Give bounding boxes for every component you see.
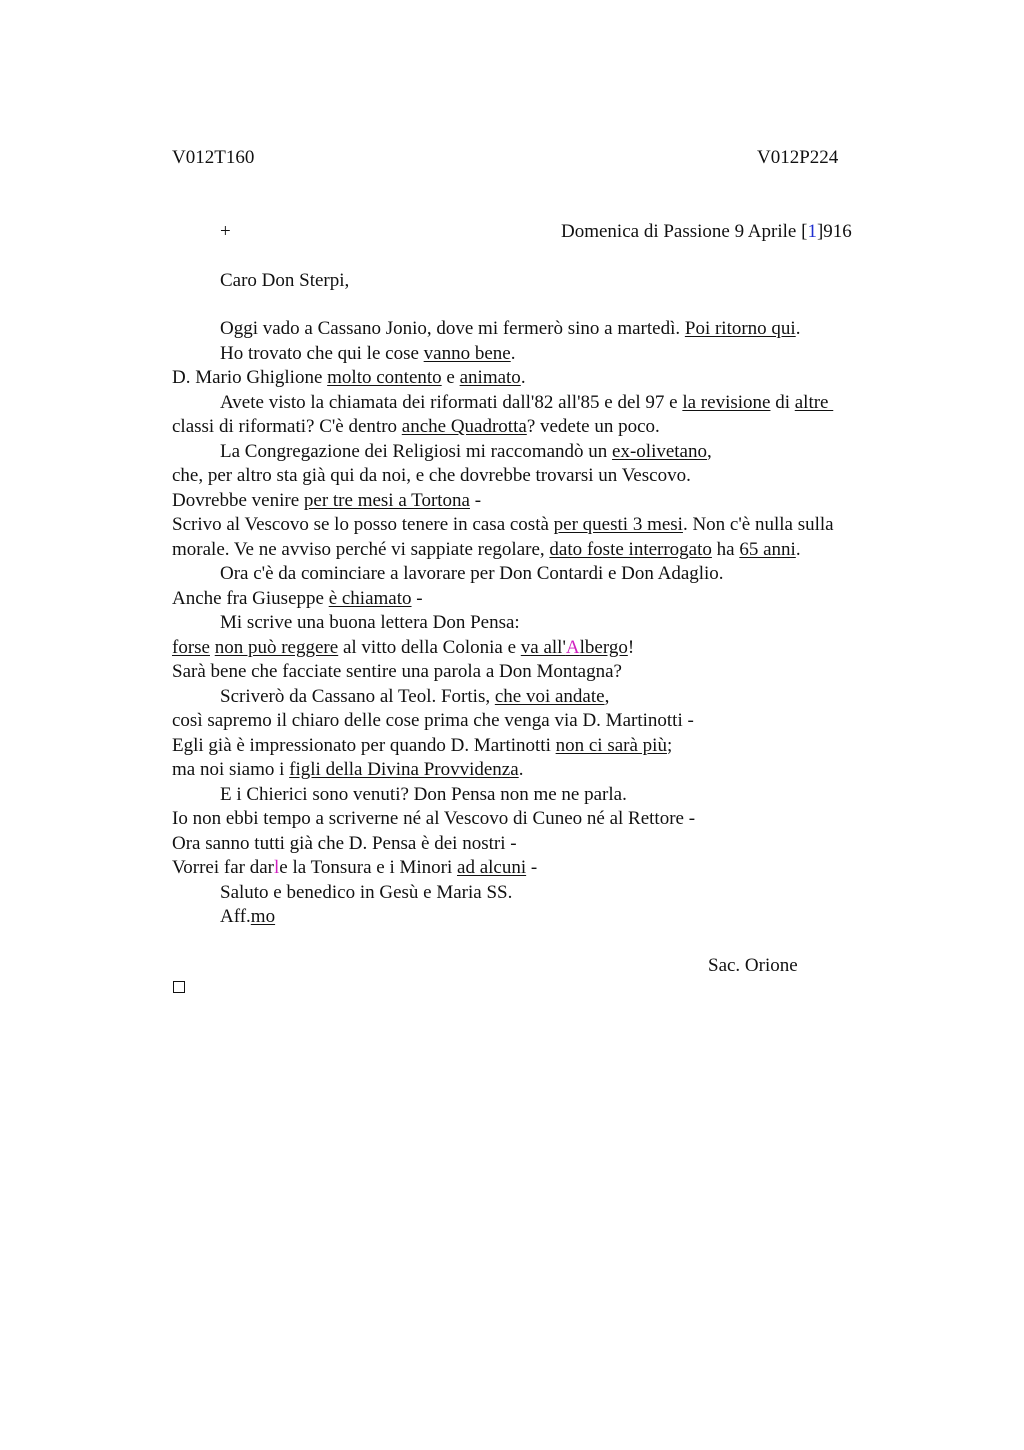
text-line-11: Ora c'è da cominciare a lavorare per Don Contardi e Don Adaglio. <box>220 563 724 584</box>
letter-date: Domenica di Passione 9 Aprile [1]916 <box>561 221 852 242</box>
page-code-right: V012P224 <box>757 147 839 168</box>
text-line-17: così sapremo il chiaro delle cose prima che venga via D. Martinotti - <box>172 710 694 731</box>
cross-symbol: + <box>220 221 231 242</box>
end-of-document-box-icon <box>173 981 185 993</box>
text-line-20: E i Chierici sono venuti? Don Pensa non me ne parla. <box>220 784 627 805</box>
text-line-25: Aff.mo <box>220 906 276 927</box>
text-line-15: Sarà bene che facciate sentire una parola a Don Montagna? <box>172 661 622 682</box>
salutation: Caro Don Sterpi, <box>220 270 350 291</box>
text-line-23: Vorrei far darle la Tonsura e i Minori ad alcuni - <box>172 857 538 878</box>
text-line-5: classi di riformati? C'è dentro anche Quadrotta? vedete un poco. <box>172 416 660 437</box>
text-line-22: Ora sanno tutti già che D. Pensa è dei nostri - <box>172 833 517 854</box>
page-code-left: V012T160 <box>172 147 255 168</box>
signature: Sac. Orione <box>708 955 798 976</box>
text-line-6: La Congregazione dei Religiosi mi raccomandò un ex-olivetano, <box>220 441 712 462</box>
text-line-7: che, per altro sta già qui da noi, e che dovrebbe trovarsi un Vescovo. <box>172 465 691 486</box>
text-line-16: Scriverò da Cassano al Teol. Fortis, che voi andate, <box>220 686 610 707</box>
text-line-21: Io non ebbi tempo a scriverne né al Vescovo di Cuneo né al Rettore - <box>172 808 696 829</box>
text-line-4: Avete visto la chiamata dei riformati dall'82 all'85 e del 97 e la revisione di altre <box>220 392 834 413</box>
text-line-14: forse non può reggere al vitto della Colonia e va all'Albergo! <box>172 637 635 658</box>
text-line-9: Scrivo al Vescovo se lo posso tenere in casa costà per questi 3 mesi. Non c'è nulla sulla <box>172 514 834 535</box>
text-line-12: Anche fra Giuseppe è chiamato - <box>172 588 423 609</box>
text-line-18: Egli già è impressionato per quando D. Martinotti non ci sarà più; <box>172 735 673 756</box>
text-line-24: Saluto e benedico in Gesù e Maria SS. <box>220 882 513 903</box>
text-line-19: ma noi siamo i figli della Divina Provvidenza. <box>172 759 524 780</box>
text-line-13: Mi scrive una buona lettera Don Pensa: <box>220 612 520 633</box>
text-line-3: D. Mario Ghiglione molto contento e animato. <box>172 367 526 388</box>
text-line-8: Dovrebbe venire per tre mesi a Tortona - <box>172 490 482 511</box>
text-line-1: Oggi vado a Cassano Jonio, dove mi fermerò sino a martedì. Poi ritorno qui. <box>220 318 801 339</box>
text-line-10: morale. Ve ne avviso perché vi sappiate regolare, dato foste interrogato ha 65 anni. <box>172 539 801 560</box>
text-line-2: Ho trovato che qui le cose vanno bene. <box>220 343 516 364</box>
date-digit: 1 <box>807 221 817 242</box>
